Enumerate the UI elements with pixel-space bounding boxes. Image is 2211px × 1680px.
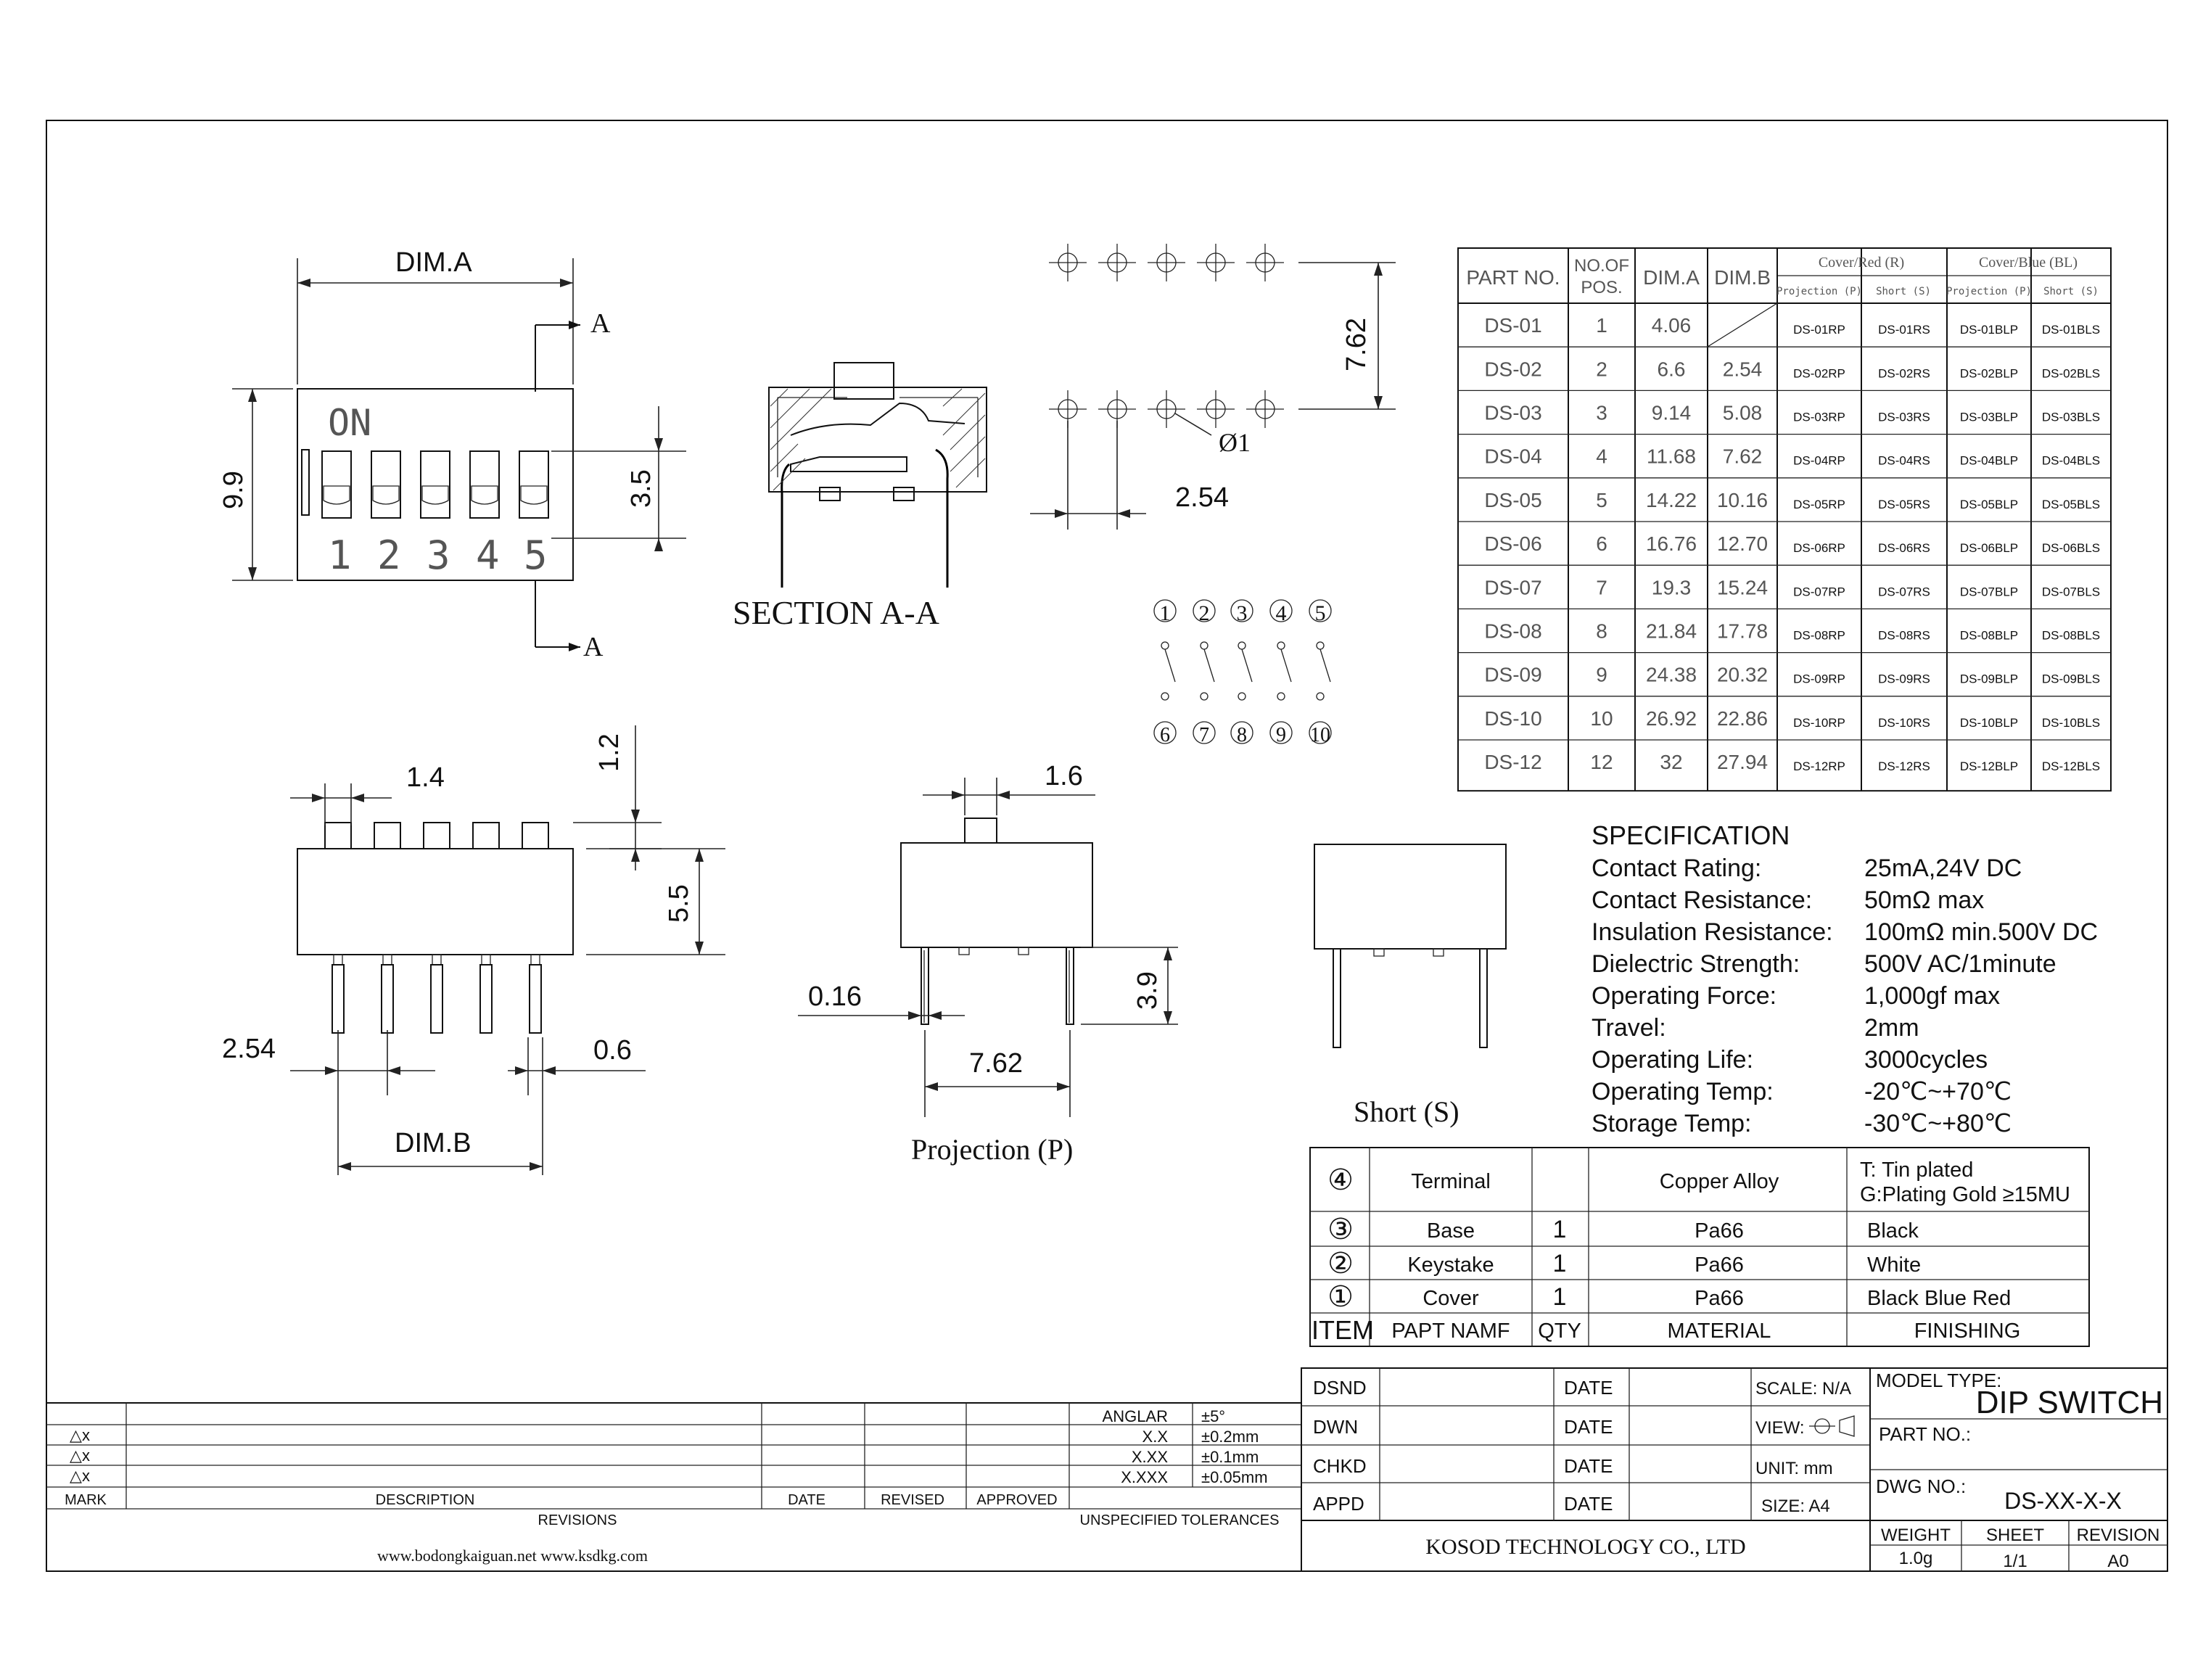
- actuator: [522, 823, 548, 849]
- model-red-s: DS-07RS: [1878, 585, 1930, 599]
- projection-view: [798, 761, 1178, 1166]
- spec-value: 1,000gf max: [1864, 982, 2001, 1010]
- model-blue-p: DS-01BLP: [1959, 323, 2019, 337]
- tb-weight: 1.0g: [1898, 1549, 1933, 1568]
- dim-actuator-height: 1.2: [594, 733, 625, 772]
- dim-a: 6.6: [1657, 358, 1686, 381]
- tb-dwg: DS-XX-X-X: [2004, 1488, 2122, 1514]
- dim-a: 24.38: [1645, 663, 1697, 686]
- tb-dwg-label: DWG NO.:: [1876, 1475, 1967, 1497]
- tol-key: X.XXX: [1121, 1468, 1168, 1486]
- model-blue-p: DS-12BLP: [1959, 759, 2019, 774]
- projection-caption: Projection (P): [911, 1133, 1074, 1166]
- positions: 10: [1590, 707, 1613, 730]
- dim-a: 4.06: [1651, 314, 1692, 337]
- pin: [480, 965, 492, 1033]
- model-red-s: DS-05RS: [1878, 497, 1930, 511]
- sheet-border: [46, 120, 2167, 1571]
- switch-slot: [371, 451, 400, 518]
- bom-finish: T: Tin plated: [1860, 1158, 1974, 1182]
- front-body: [297, 849, 573, 955]
- model-red-s: DS-10RS: [1878, 715, 1930, 730]
- tb-date: DATE: [1564, 1377, 1613, 1399]
- model-red-s: DS-08RS: [1878, 628, 1930, 643]
- pcb-hole-dia: Ø1: [1219, 428, 1251, 457]
- dim-b: 7.62: [1722, 445, 1763, 468]
- positions: 7: [1596, 576, 1607, 599]
- tb-company: KOSOD TECHNOLOGY CO., LTD: [1425, 1535, 1746, 1559]
- model-blue-p: DS-07BLP: [1959, 585, 2019, 599]
- model-blue-p: DS-08BLP: [1959, 628, 2019, 643]
- sub-header: Short (S): [1876, 286, 1931, 297]
- part-no: DS-05: [1484, 488, 1542, 511]
- positions: 2: [1596, 358, 1607, 381]
- tb-date: DATE: [1564, 1455, 1613, 1477]
- tol-value: ±0.2mm: [1201, 1428, 1259, 1446]
- part-table: [1458, 248, 2111, 791]
- model-blue-p: DS-10BLP: [1959, 715, 2019, 730]
- bom-item: ②: [1327, 1248, 1354, 1280]
- part-no: DS-09: [1484, 663, 1542, 686]
- tb-sheet: 1/1: [2003, 1552, 2027, 1571]
- spec-value: 100mΩ min.500V DC: [1864, 918, 2099, 946]
- proj-pin-length: 3.9: [1132, 971, 1163, 1010]
- top-view: [218, 247, 686, 662]
- tb-model: DIP SWITCH: [1975, 1385, 2163, 1420]
- model-blue-s: DS-03BLS: [2041, 410, 2101, 424]
- bom-header: FINISHING: [1914, 1319, 2021, 1343]
- spec-value: 25mA,24V DC: [1864, 855, 2022, 882]
- spec-value: -30℃~+80℃: [1864, 1110, 2012, 1137]
- model-blue-s: DS-06BLS: [2041, 541, 2101, 556]
- top-view-switches: [322, 451, 548, 518]
- pin-number: 8: [1237, 724, 1247, 746]
- model-blue-s: DS-07BLS: [2041, 585, 2101, 599]
- positions: 1: [1596, 314, 1607, 337]
- positions: 9: [1596, 663, 1607, 686]
- switch-contact: [1320, 649, 1330, 682]
- bom-finish: G:Plating Gold ≥15MU: [1860, 1183, 2070, 1206]
- switch-slot: [470, 451, 499, 518]
- pcb-dims: [1030, 263, 1396, 530]
- dim-height: 9.9: [218, 471, 249, 509]
- bom-qty: 1: [1552, 1283, 1567, 1311]
- model-red-p: DS-01RP: [1793, 323, 1845, 337]
- pcb-row-spacing: 7.62: [1341, 318, 1372, 371]
- model-red-s: DS-06RS: [1878, 541, 1930, 556]
- group-header: Cover/Red (R): [1818, 255, 1905, 271]
- front-view: [222, 725, 725, 1175]
- switch-number: 3: [427, 532, 450, 578]
- model-blue-s: DS-12BLS: [2041, 759, 2101, 774]
- actuator: [374, 823, 400, 849]
- bom-item: ①: [1327, 1281, 1354, 1313]
- rev-col: APPROVED: [976, 1492, 1058, 1508]
- dim-a-label: DIM.A: [395, 247, 472, 278]
- tb-size: SIZE: A4: [1761, 1496, 1830, 1516]
- model-blue-s: DS-08BLS: [2041, 628, 2101, 643]
- model-red-s: DS-09RS: [1878, 672, 1930, 686]
- tb-date: DATE: [1564, 1493, 1613, 1515]
- part-no: DS-02: [1484, 358, 1542, 381]
- bom-item: ③: [1327, 1214, 1354, 1245]
- dim-a: 26.92: [1645, 707, 1697, 730]
- rev-col: DATE: [788, 1492, 825, 1508]
- schematic: [1154, 600, 1331, 746]
- short-body: [1314, 844, 1506, 949]
- bom-finish: Black: [1867, 1219, 1919, 1243]
- dim-b: 17.78: [1716, 619, 1769, 643]
- tol-value: ±0.05mm: [1201, 1468, 1268, 1486]
- tb-role: APPD: [1313, 1493, 1364, 1515]
- model-red-p: DS-06RP: [1793, 541, 1845, 556]
- positions: 6: [1596, 532, 1607, 556]
- positions: 5: [1596, 488, 1607, 511]
- model-blue-p: DS-09BLP: [1959, 672, 2019, 686]
- dim-b: 10.16: [1716, 488, 1769, 511]
- tol-key: X.X: [1142, 1428, 1168, 1446]
- sub-header: Projection (P): [1946, 286, 2033, 297]
- tol-key: X.XX: [1131, 1448, 1168, 1466]
- dim-b: 27.94: [1716, 751, 1769, 774]
- tb-role: DSND: [1313, 1377, 1367, 1399]
- bom-material: Pa66: [1695, 1219, 1744, 1243]
- pcb-pitch: 2.54: [1175, 482, 1229, 513]
- projection-body: [901, 843, 1092, 947]
- specification: [1592, 820, 2098, 1137]
- model-red-p: DS-09RP: [1793, 672, 1845, 686]
- bom-name: Base: [1426, 1219, 1475, 1243]
- section-marker-top: A: [590, 308, 611, 339]
- bom-header: PAPT NAMF: [1391, 1319, 1510, 1343]
- model-blue-s: DS-10BLS: [2041, 715, 2101, 730]
- spec-label: Dielectric Strength:: [1592, 950, 1800, 978]
- switch-contact: [1242, 649, 1252, 682]
- spec-value: 2mm: [1864, 1014, 1919, 1042]
- switch-slot: [421, 451, 450, 518]
- tb-sheet-label: SHEET: [1985, 1525, 2045, 1545]
- pin-number: 1: [1159, 601, 1171, 625]
- dim-actuator-width: 1.4: [406, 762, 445, 793]
- dim-b: 12.70: [1716, 532, 1769, 556]
- proj-pin-thickness: 0.16: [808, 981, 862, 1012]
- dim-b: 5.08: [1722, 401, 1763, 424]
- positions: 4: [1596, 445, 1607, 468]
- model-blue-s: DS-04BLS: [2041, 453, 2101, 468]
- tb-view: VIEW:: [1755, 1418, 1805, 1438]
- switch-contact: [1204, 649, 1214, 682]
- spec-value: -20℃~+70℃: [1864, 1078, 2012, 1105]
- section-housing: [769, 387, 987, 492]
- tb-model-label: MODEL TYPE:: [1876, 1370, 2002, 1391]
- revisions-block: [46, 1368, 1301, 1571]
- switch-number: 4: [476, 532, 500, 578]
- model-blue-p: DS-04BLP: [1959, 453, 2019, 468]
- rev-col: DESCRIPTION: [375, 1492, 475, 1508]
- tb-unit: UNIT: mm: [1755, 1459, 1833, 1478]
- tb-scale: SCALE: N/A: [1755, 1379, 1852, 1399]
- part-no: DS-06: [1484, 532, 1542, 556]
- bom-material: Pa66: [1695, 1287, 1744, 1310]
- model-red-p: DS-07RP: [1793, 585, 1845, 599]
- bom-finish: White: [1867, 1253, 1922, 1277]
- bom-material: Copper Alloy: [1659, 1170, 1779, 1193]
- dim-a: 21.84: [1645, 619, 1697, 643]
- switch-knob: [324, 486, 350, 504]
- switch-number: 2: [377, 532, 401, 578]
- bom-qty: 1: [1552, 1216, 1567, 1243]
- tol-value: ±0.1mm: [1201, 1448, 1259, 1466]
- part-no: DS-04: [1484, 445, 1542, 468]
- model-red-s: DS-04RS: [1878, 453, 1930, 468]
- tb-revision: A0: [2107, 1552, 2129, 1571]
- rev-footer: REVISIONS: [538, 1512, 617, 1528]
- pin-number: 5: [1314, 601, 1326, 625]
- bom-name: Keystake: [1407, 1253, 1494, 1277]
- dim-b: 22.86: [1716, 707, 1769, 730]
- spec-value: 50mΩ max: [1864, 886, 1985, 914]
- positions: 8: [1596, 619, 1607, 643]
- tb-role: DWN: [1313, 1416, 1359, 1438]
- dim-a: 19.3: [1651, 576, 1692, 599]
- dim-pin-width: 0.6: [593, 1035, 632, 1066]
- top-view-edge-mark: [302, 450, 309, 515]
- rev-col: REVISED: [881, 1492, 944, 1508]
- part-no: DS-10: [1484, 707, 1542, 730]
- model-blue-s: DS-01BLS: [2041, 323, 2101, 337]
- pin-number: 10: [1310, 724, 1330, 746]
- dim-b: 2.54: [1722, 358, 1763, 381]
- revision-mark: △x: [70, 1467, 90, 1485]
- tol-footer: UNSPECIFIED TOLERANCES: [1079, 1512, 1280, 1528]
- model-red-p: DS-10RP: [1793, 715, 1845, 730]
- spec-label: Travel:: [1592, 1014, 1666, 1042]
- dim-b-label: DIM.B: [395, 1128, 472, 1158]
- part-no: DS-07: [1484, 576, 1542, 599]
- switch-knob: [472, 486, 498, 504]
- bom-qty: 1: [1552, 1250, 1567, 1277]
- col-header: POS.: [1581, 278, 1623, 297]
- section-view: [733, 363, 987, 631]
- pin-number: 3: [1236, 601, 1248, 625]
- spec-label: Contact Resistance:: [1592, 886, 1813, 914]
- bom-header: QTY: [1538, 1319, 1581, 1343]
- spec-title: SPECIFICATION: [1592, 820, 1790, 850]
- spec-label: Operating Life:: [1592, 1046, 1754, 1074]
- model-red-s: DS-02RS: [1878, 366, 1930, 381]
- switch-number: 5: [524, 532, 548, 578]
- tb-revision-label: REVISION: [2076, 1525, 2160, 1545]
- tol-key: ANGLAR: [1102, 1407, 1168, 1425]
- dim-a: 11.68: [1647, 445, 1696, 468]
- dim-inner: 3.5: [626, 469, 656, 508]
- pin-number: 4: [1275, 601, 1287, 625]
- bom-item: ④: [1327, 1164, 1354, 1196]
- short-caption: Short (S): [1354, 1095, 1459, 1128]
- switch-knob: [422, 486, 448, 504]
- col-header: DIM.A: [1643, 266, 1700, 289]
- positions: 12: [1590, 751, 1613, 774]
- model-red-s: DS-03RS: [1878, 410, 1930, 424]
- revision-mark: △x: [70, 1426, 90, 1444]
- on-label: ON: [328, 402, 372, 444]
- model-blue-s: DS-05BLS: [2041, 497, 2101, 511]
- model-blue-p: DS-06BLP: [1959, 541, 2019, 556]
- switch-contact: [1281, 649, 1291, 682]
- dim-a: 9.14: [1651, 401, 1692, 424]
- pin-number: 6: [1160, 724, 1170, 746]
- model-red-s: DS-01RS: [1878, 323, 1930, 337]
- positions: 3: [1596, 401, 1607, 424]
- spec-value: 3000cycles: [1864, 1046, 1988, 1074]
- model-red-p: DS-12RP: [1793, 759, 1845, 774]
- dim-a: 14.22: [1645, 488, 1697, 511]
- revision-mark: △x: [70, 1446, 90, 1465]
- dim-body-height: 5.5: [664, 884, 694, 923]
- dim-a: 32: [1660, 751, 1683, 774]
- model-blue-s: DS-09BLS: [2041, 672, 2101, 686]
- pin: [431, 965, 442, 1033]
- model-red-p: DS-05RP: [1793, 497, 1845, 511]
- sub-header: Short (S): [2043, 286, 2099, 297]
- switch-slot: [519, 451, 548, 518]
- actuator: [473, 823, 499, 849]
- spec-label: Operating Temp:: [1592, 1078, 1774, 1105]
- actuator: [325, 823, 351, 849]
- spec-label: Operating Force:: [1592, 982, 1777, 1010]
- dim-a: 16.76: [1645, 532, 1697, 556]
- spec-label: Storage Temp:: [1592, 1110, 1752, 1137]
- col-header: PART NO.: [1466, 266, 1560, 289]
- bom-table: [1310, 1148, 2089, 1346]
- part-no: DS-03: [1484, 401, 1542, 424]
- switch-knob: [373, 486, 399, 504]
- pin: [382, 965, 393, 1033]
- proj-actuator-width: 1.6: [1045, 761, 1083, 791]
- bom-material: Pa66: [1695, 1253, 1744, 1277]
- section-marker-bottom: A: [583, 632, 604, 662]
- proj-row-spacing: 7.62: [969, 1048, 1023, 1079]
- rev-col: MARK: [65, 1492, 107, 1508]
- group-header: Cover/Blue (BL): [1978, 255, 2078, 271]
- tb-date: DATE: [1564, 1416, 1613, 1438]
- spec-value: 500V AC/1minute: [1864, 950, 2056, 978]
- model-red-s: DS-12RS: [1878, 759, 1930, 774]
- bom-finish: Black Blue Red: [1867, 1287, 2012, 1310]
- tol-value: ±5°: [1201, 1407, 1226, 1425]
- bom-header: MATERIAL: [1667, 1319, 1771, 1343]
- dim-b: 15.24: [1716, 576, 1769, 599]
- tb-weight-label: WEIGHT: [1881, 1525, 1951, 1545]
- projection-cone-icon: [1840, 1416, 1854, 1436]
- pcb-footprint: [1049, 244, 1284, 428]
- dim-b: 20.32: [1716, 663, 1769, 686]
- part-no: DS-12: [1484, 751, 1542, 774]
- switch-number: 1: [328, 532, 352, 578]
- pin-number: 9: [1276, 724, 1286, 746]
- pin-number: 7: [1199, 724, 1209, 746]
- model-blue-p: DS-02BLP: [1959, 366, 2019, 381]
- model-red-p: DS-02RP: [1793, 366, 1845, 381]
- model-blue-s: DS-02BLS: [2041, 366, 2101, 381]
- websites: www.bodongkaiguan.net www.ksdkg.com: [377, 1547, 648, 1565]
- model-red-p: DS-04RP: [1793, 453, 1845, 468]
- bom-header: ITEM: [1312, 1315, 1374, 1345]
- spec-label: Insulation Resistance:: [1592, 918, 1833, 946]
- title-block: [1301, 1368, 2167, 1571]
- short-view: [1314, 844, 1506, 1128]
- part-no: DS-08: [1484, 619, 1542, 643]
- bom-name: Terminal: [1411, 1170, 1491, 1193]
- tb-role: CHKD: [1313, 1455, 1367, 1477]
- part-no: DS-01: [1484, 314, 1542, 337]
- projection-actuator: [965, 818, 997, 843]
- pin: [530, 965, 541, 1033]
- section-caption: SECTION A-A: [733, 594, 939, 631]
- switch-slot: [322, 451, 351, 518]
- spec-label: Contact Rating:: [1592, 855, 1762, 882]
- switch-knob: [521, 486, 547, 504]
- model-red-p: DS-08RP: [1793, 628, 1845, 643]
- actuator: [424, 823, 450, 849]
- pin: [332, 965, 344, 1033]
- dim-pitch: 2.54: [222, 1034, 276, 1064]
- switch-contact: [1165, 649, 1175, 682]
- col-header: NO.OF: [1574, 256, 1629, 276]
- model-blue-p: DS-05BLP: [1959, 497, 2019, 511]
- tb-part-label: PART NO.:: [1879, 1423, 1972, 1445]
- bom-name: Cover: [1422, 1287, 1479, 1310]
- sub-header: Projection (P): [1776, 286, 1863, 297]
- model-red-p: DS-03RP: [1793, 410, 1845, 424]
- pin-number: 2: [1198, 601, 1210, 625]
- model-blue-p: DS-03BLP: [1959, 410, 2019, 424]
- col-header: DIM.B: [1714, 266, 1771, 289]
